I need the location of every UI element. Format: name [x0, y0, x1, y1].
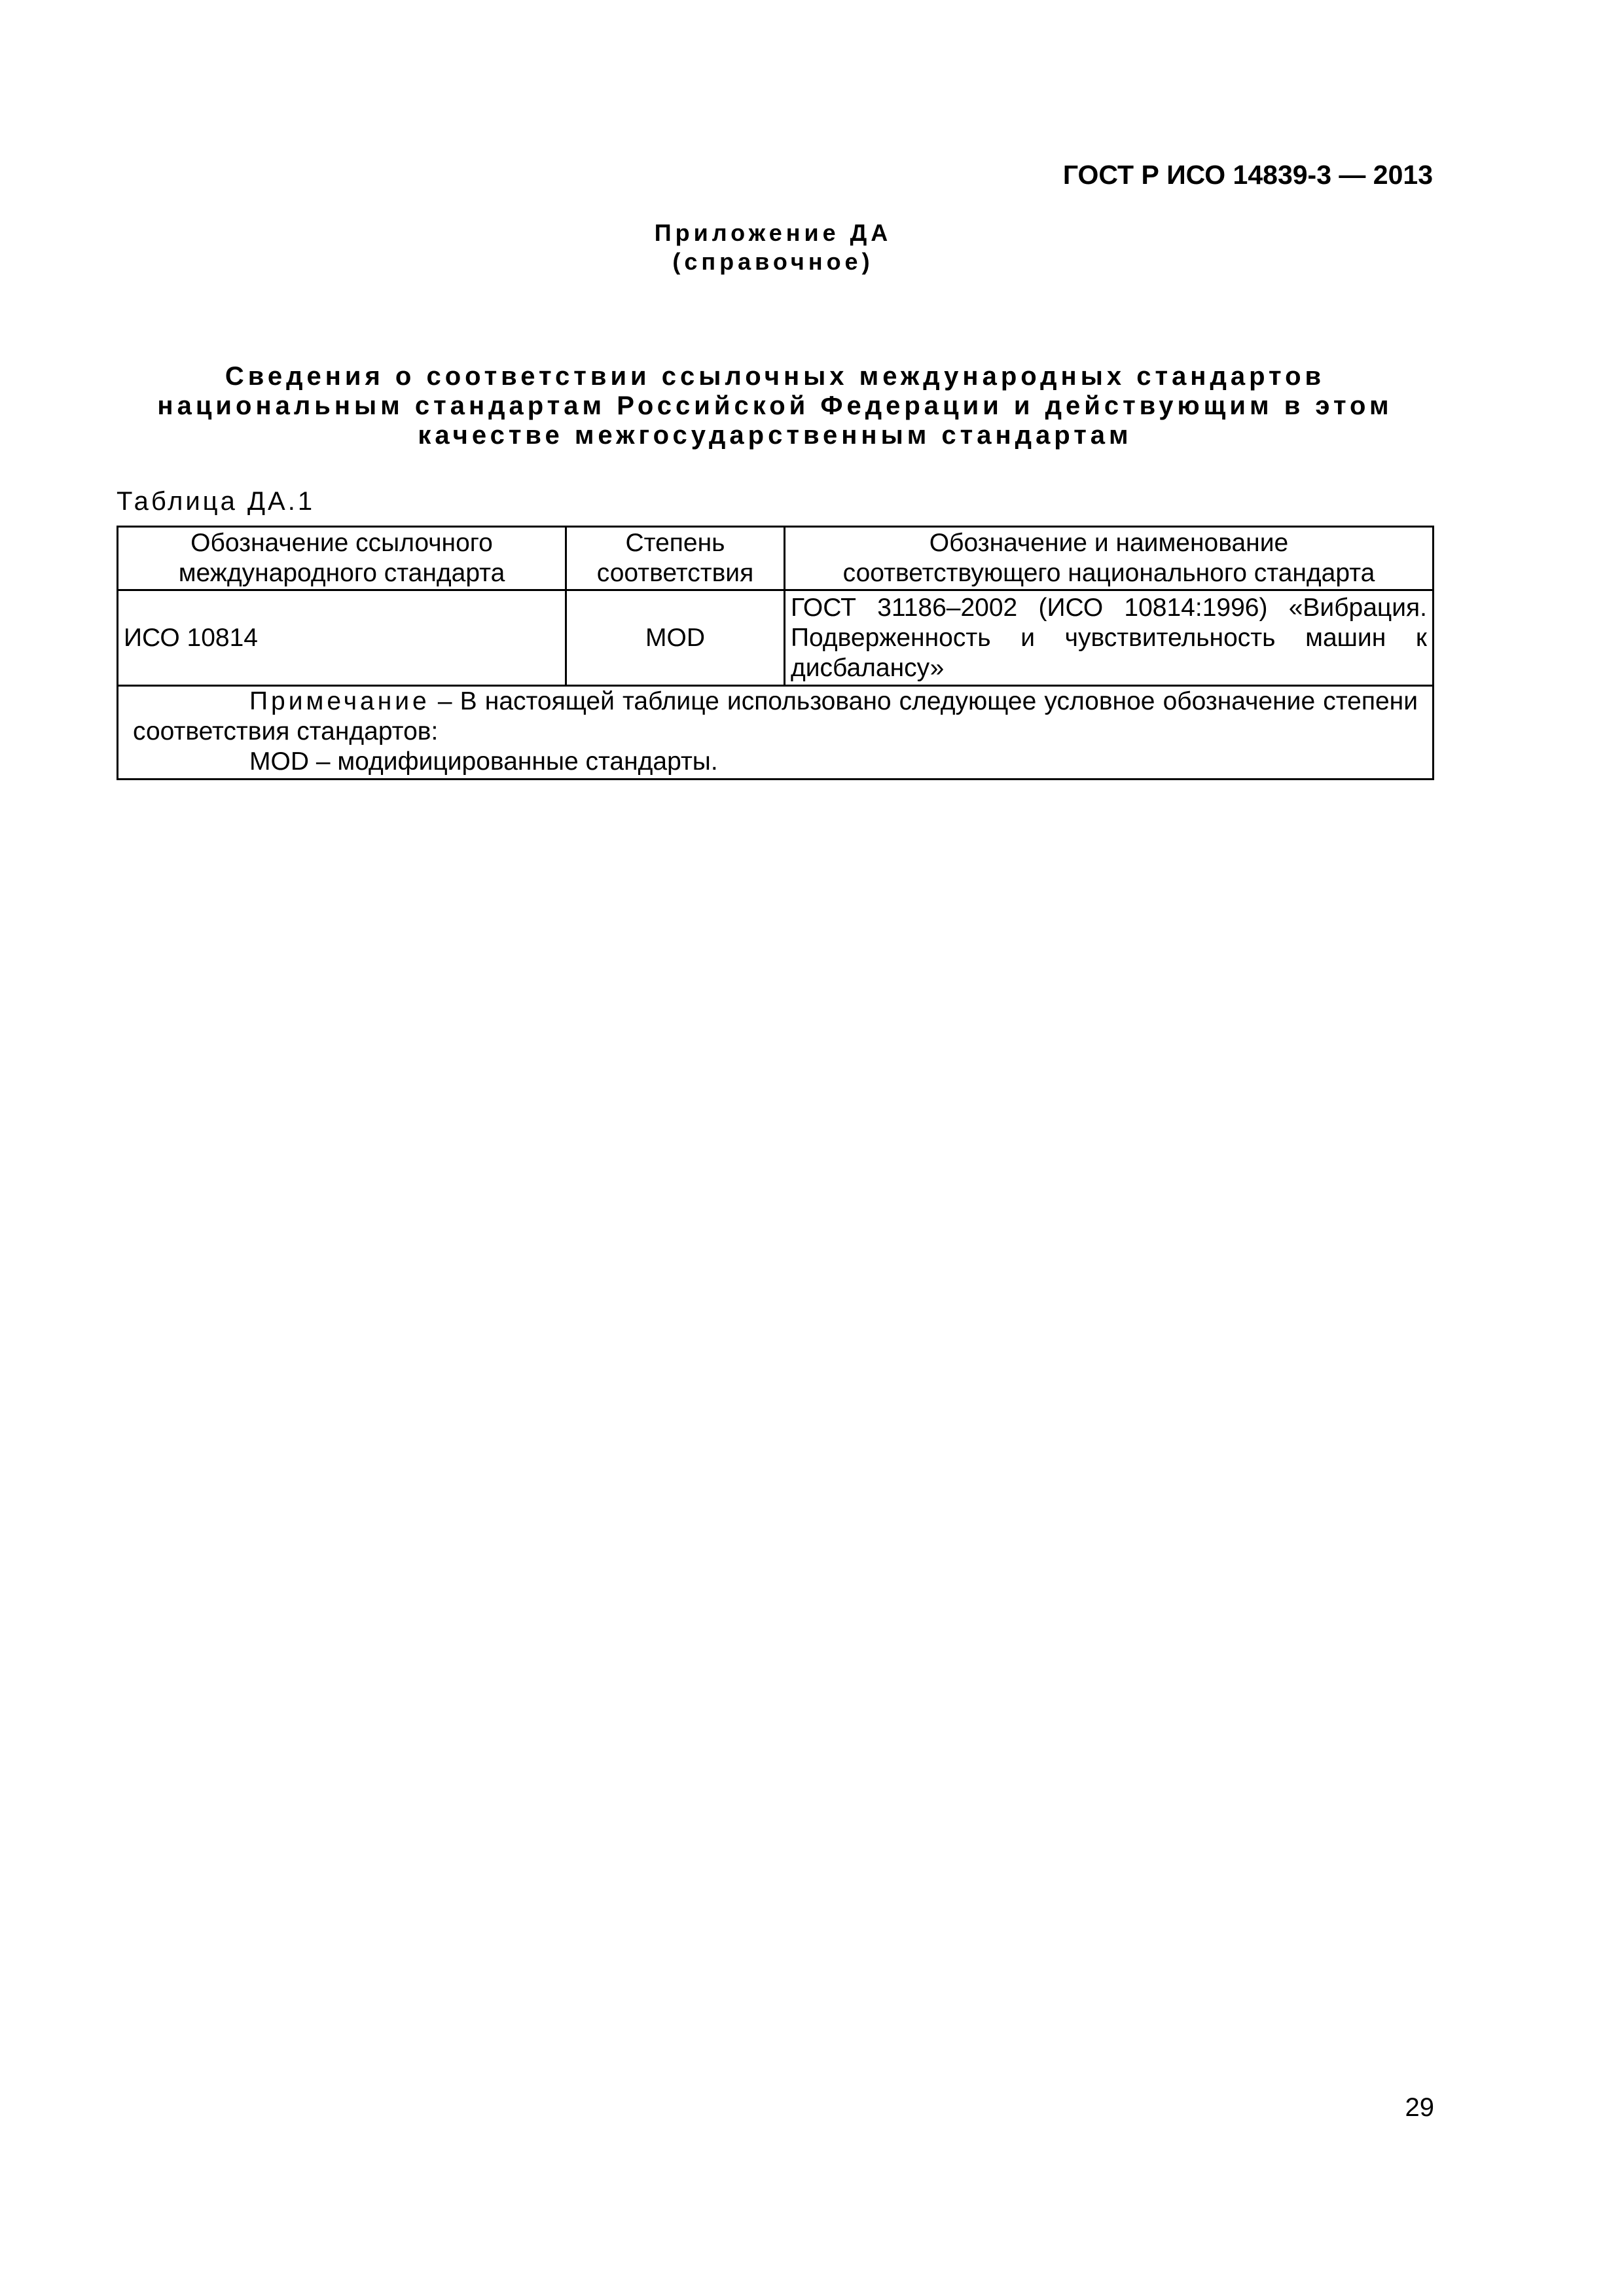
table-note-row	[118, 686, 1434, 780]
cell-degree: MOD	[566, 590, 785, 686]
note-body: – В настоящей таблице использовано следующее условное обозначение степени соответствия стандартов:	[133, 687, 1418, 745]
note-mod-definition: MOD – модифицированные стандарты.	[249, 747, 718, 776]
header-line: Обозначение ссылочного	[190, 529, 493, 557]
header-line: соответствующего национального стандарта	[842, 559, 1375, 587]
annex-heading	[0, 219, 1546, 276]
section-title	[117, 362, 1434, 450]
correspondence-table	[117, 526, 1434, 780]
table-header-row	[118, 527, 1434, 590]
header-national-standard	[785, 527, 1434, 590]
header-line: Степень	[625, 529, 725, 557]
header-ref-standard	[118, 527, 566, 590]
table-note	[118, 686, 1434, 780]
section-title-line: Сведения о соответствии ссылочных международных стандартов	[225, 362, 1326, 391]
header-line: международного стандарта	[178, 559, 505, 587]
header-degree	[566, 527, 785, 590]
section-title-line: национальным стандартам Российской Федерации и действующим в этом	[157, 391, 1393, 420]
annex-status: (справочное)	[672, 248, 874, 275]
note-text	[133, 687, 1418, 747]
table-caption: Таблица ДА.1	[117, 487, 316, 516]
section-title-line: качестве межгосударственным стандартам	[418, 421, 1132, 450]
cell-national-standard: ГОСТ 31186–2002 (ИСО 10814:1996) «Вибрация. Подверженность и чувствительность машин к дисбалансу»	[785, 590, 1434, 686]
cell-ref-standard: ИСО 10814	[118, 590, 566, 686]
header-line: соответствия	[596, 559, 754, 587]
annex-title: Приложение ДА	[654, 219, 892, 246]
document-code: ГОСТ Р ИСО 14839-3 — 2013	[1062, 160, 1433, 190]
page-number: 29	[1405, 2093, 1434, 2122]
table-row	[118, 590, 1434, 686]
note-label: Примечание	[249, 687, 430, 715]
header-line: Обозначение и наименование	[929, 529, 1289, 557]
